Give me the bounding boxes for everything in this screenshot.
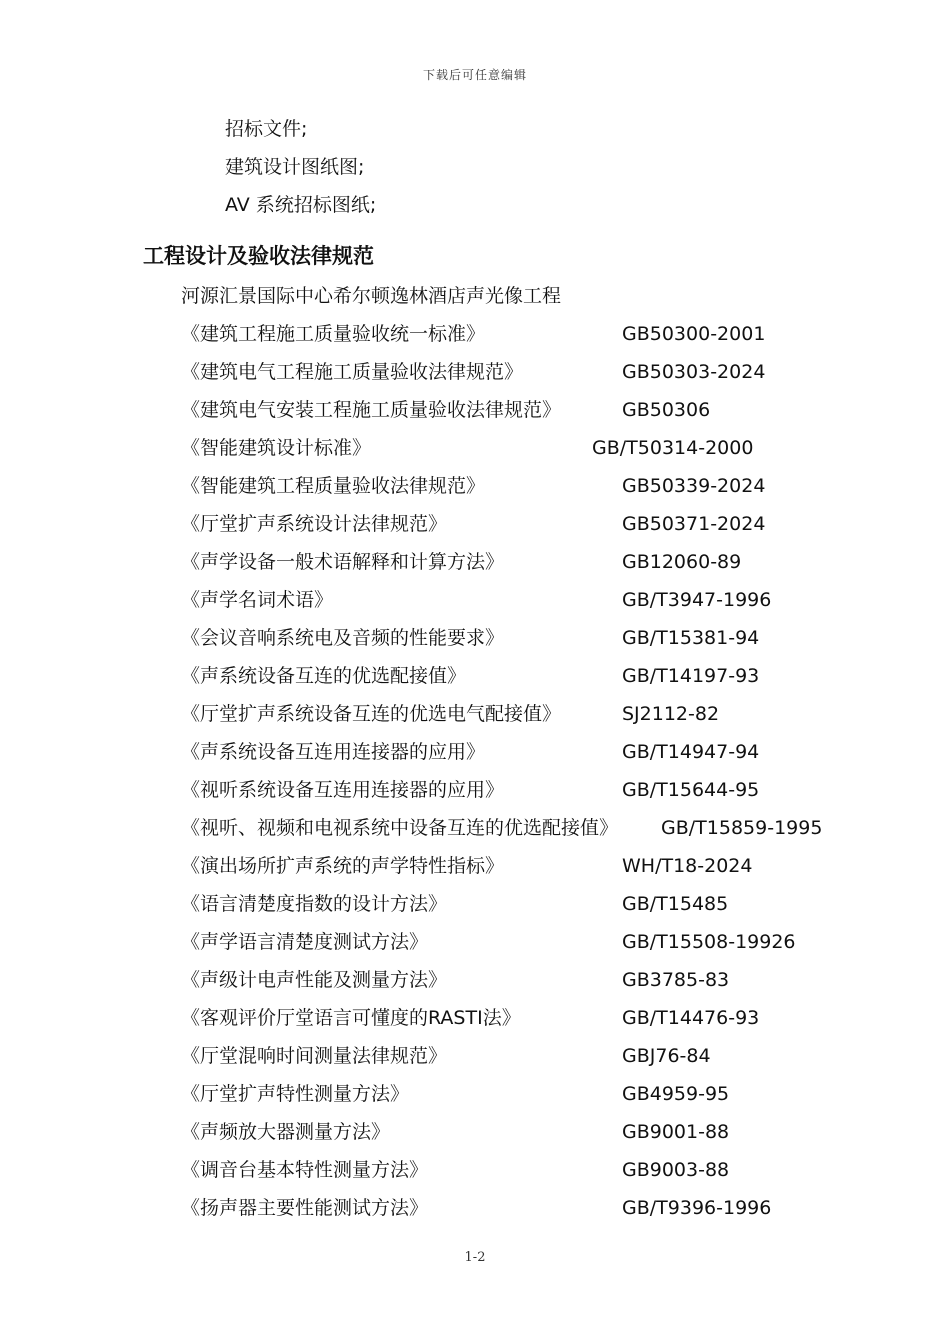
standard-code: GB/T14947-94 (622, 741, 760, 763)
standard-code: GB/T14476-93 (622, 1007, 760, 1029)
standard-code: GB/T50314-2000 (592, 437, 754, 459)
standard-title: 《会议音响系统电及音频的性能要求》 (181, 627, 505, 649)
standard-title: 《声系统设备互连用连接器的应用》 (181, 741, 486, 763)
standard-title: 《厅堂混响时间测量法律规范》 (181, 1045, 448, 1067)
standard-code: GB/T14197-93 (622, 665, 760, 687)
standard-code: GB/T15508-19926 (622, 931, 796, 953)
standard-title: 《智能建筑工程质量验收法律规范》 (181, 475, 486, 497)
standard-title: 《语言清楚度指数的设计方法》 (181, 893, 448, 915)
page-number: 1-2 (464, 1250, 486, 1265)
standard-code: SJ2112-82 (622, 703, 720, 725)
project-name: 河源汇景国际中心希尔顿逸林酒店声光像工程 (181, 285, 562, 307)
standard-title: 《建筑工程施工质量验收统一标准》 (181, 323, 486, 345)
standard-title: 《演出场所扩声系统的声学特性指标》 (181, 855, 505, 877)
standard-code: GB/T15381-94 (622, 627, 760, 649)
standard-title: 《厅堂扩声系统设备互连的优选电气配接值》 (181, 703, 562, 725)
standard-title: 《声级计电声性能及测量方法》 (181, 969, 448, 991)
standard-code: GB4959-95 (622, 1083, 730, 1105)
standard-code: GB9001-88 (622, 1121, 730, 1143)
standard-code: GB/T15859-1995 (661, 817, 823, 839)
standard-title: 《声学设备一般术语解释和计算方法》 (181, 551, 505, 573)
intro-item-3: AV 系统招标图纸; (225, 194, 377, 216)
intro-item-2: 建筑设计图纸图; (225, 156, 365, 178)
standard-title: 《调音台基本特性测量方法》 (181, 1159, 429, 1181)
standard-code: GB/T15644-95 (622, 779, 760, 801)
standard-code: WH/T18-2024 (622, 855, 753, 877)
standard-code: GBJ76-84 (622, 1045, 711, 1067)
standard-title: 《客观评价厅堂语言可懂度的RASTI法》 (181, 1007, 521, 1029)
standard-title: 《声学语言清楚度测试方法》 (181, 931, 429, 953)
intro-item-1: 招标文件; (225, 118, 308, 140)
standard-code: GB50371-2024 (622, 513, 766, 535)
standard-title: 《视听、视频和电视系统中设备互连的优选配接值》 (181, 817, 619, 839)
standard-title: 《建筑电气安装工程施工质量验收法律规范》 (181, 399, 562, 421)
standard-code: GB50306 (622, 399, 711, 421)
page-header: 下载后可任意编辑 (422, 68, 527, 82)
standard-title: 《声频放大器测量方法》 (181, 1121, 391, 1143)
standard-title: 《声系统设备互连的优选配接值》 (181, 665, 467, 687)
standard-code: GB50303-2024 (622, 361, 766, 383)
standard-code: GB50300-2001 (622, 323, 766, 345)
section-heading: 工程设计及验收法律规范 (143, 244, 374, 268)
standard-title: 《厅堂扩声系统设计法律规范》 (181, 513, 448, 535)
standard-code: GB/T3947-1996 (622, 589, 772, 611)
standard-title: 《视听系统设备互连用连接器的应用》 (181, 779, 505, 801)
standard-title: 《智能建筑设计标准》 (181, 437, 372, 459)
standard-title: 《扬声器主要性能测试方法》 (181, 1197, 429, 1219)
standard-code: GB3785-83 (622, 969, 730, 991)
standard-title: 《厅堂扩声特性测量方法》 (181, 1083, 410, 1105)
standard-title: 《建筑电气工程施工质量验收法律规范》 (181, 361, 524, 383)
standard-code: GB9003-88 (622, 1159, 730, 1181)
standard-code: GB12060-89 (622, 551, 742, 573)
standard-code: GB/T15485 (622, 893, 729, 915)
standard-code: GB50339-2024 (622, 475, 766, 497)
standard-code: GB/T9396-1996 (622, 1197, 772, 1219)
standard-title: 《声学名词术语》 (181, 589, 334, 611)
